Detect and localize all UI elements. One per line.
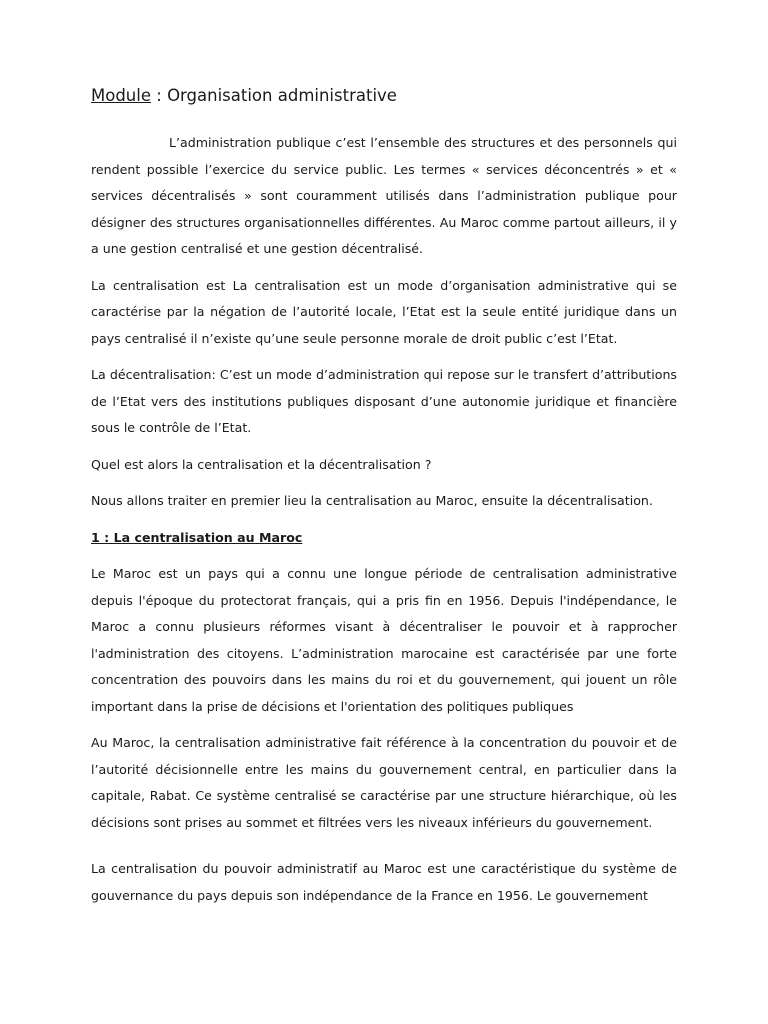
intro-paragraph: L’administration publique c’est l’ensemble des structures et des personnels qui rendent possible l’exercice du service public. Les termes « services déconcentrés » et « services décentralisés » sont couramment utilisés dans l’administration publique pour désigner des structures organisationnelles différentes. Au Maroc comme partout ailleurs, il y a une gestion centralisé et une gestion décentralisé.: [91, 135, 677, 256]
section-paragraph: La centralisation du pouvoir administratif au Maroc est une caractéristique du système de gouvernance du pays depuis son indépendance de la France en 1956. Le gouvernement: [91, 861, 677, 903]
section-heading: 1 : La centralisation au Maroc: [91, 529, 303, 545]
document-body: [91, 84, 677, 909]
decentralisation-definition-paragraph: La décentralisation: C’est un mode d’administration qui repose sur le transfert d’attributions de l’Etat vers des institutions publiques disposant d’une autonomie juridique et financière sous le contrôle de l’Etat.: [91, 367, 677, 435]
centralisation-definition-paragraph: La centralisation est La centralisation est un mode d’organisation administrative qui se caractérise par la négation de l’autorité locale, l’Etat est la seule entité juridique dans un pays centralisé il n’existe qu’une seule personne morale de droit public c’est l’Etat.: [91, 277, 677, 346]
title-label: Module: [91, 86, 151, 105]
section-paragraph: Le Maroc est un pays qui a connu une longue période de centralisation administrative depuis l'époque du protectorat français, qui a pris fin en 1956. Depuis l'indépendance, le Maroc a connu plusieurs réformes visant à décentraliser le pouvoir et à rapprocher l'administration des citoyens. L’administration marocaine est caractérisée par une forte concentration des pouvoirs dans les mains du roi et du gouvernement, qui jouent un rôle important dans la prise de décisions et l'orientation des politiques publiques: [91, 566, 677, 714]
title-text: Organisation administrative: [167, 86, 397, 105]
title-separator: :: [151, 86, 168, 105]
plan-paragraph: Nous allons traiter en premier lieu la centralisation au Maroc, ensuite la décentralisation.: [91, 493, 653, 508]
section-paragraph: Au Maroc, la centralisation administrative fait référence à la concentration du pouvoir et de l’autorité décisionnelle entre les mains du gouvernement central, en particulier dans la capitale, Rabat. Ce système centralisé se caractérise par une structure hiérarchique, où les décisions sont prises au sommet et filtrées vers les niveaux inférieurs du gouvernement.: [91, 735, 677, 830]
page-title: [91, 84, 677, 108]
question-paragraph: Quel est alors la centralisation et la décentralisation ?: [91, 456, 432, 472]
